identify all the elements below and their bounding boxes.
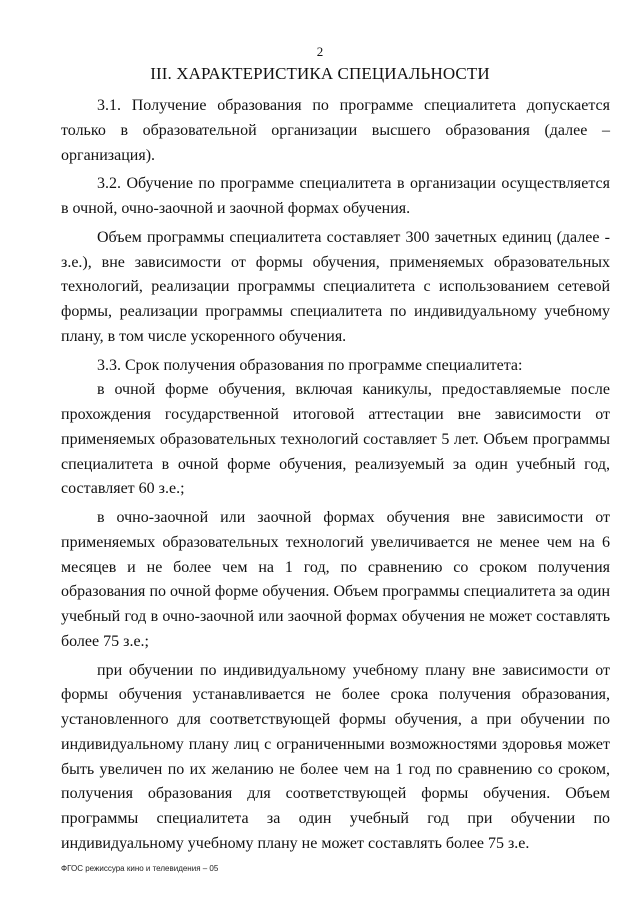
paragraph-3-2: 3.2. Обучение по программе специалитета в организации осуществляется в очной, очно-заочной и заочной формах обучения.: [61, 175, 610, 217]
paragraph-3-3: 3.3. Срок получения образования по программе специалитета:: [97, 356, 523, 374]
paragraph-volume: Объем программы специалитета составляет 300 зачетных единиц (далее - з.е.), вне зависимости от формы обучения, применяемых образовательных технологий, реализации программы специалитета с использованием сетевой формы, реализации программы специалитета по индивидуальному учебному плану, в том числе ускоренного обучения.: [61, 228, 610, 345]
paragraph-individual-plan: при обучении по индивидуальному учебному плану вне зависимости от формы обучения устанавливается не более срока получения образования, установленного для соответствующей формы обучения, а при обучении по индивидуальному плану лиц с ограниченными возможностями здоровья может быть увеличен по их желанию не более чем на 1 год по сравнению со сроком, получения образования для соответствующей формы обучения. Объем программы специалитета за один учебный год при обучении по индивидуальному учебному плану не может составлять более 75 з.е.: [61, 661, 610, 852]
paragraph-3-1: 3.1. Получение образования по программе специалитета допускается только в образовательной организации высшего образования (далее – организация).: [61, 97, 610, 164]
paragraph-part-time: в очно-заочной или заочной формах обучения вне зависимости от применяемых образовательных технологий увеличивается не менее чем на 6 месяцев и не более чем на 1 год, по сравнению со сроком получения образования по очной форме обучения. Объем программы специалитета за один учебный год в очно-заочной или заочной формах обучения не может составлять более 75 з.е.;: [61, 509, 610, 650]
page-number: 2: [316, 44, 324, 59]
document-body: [61, 94, 610, 857]
page-footer: ФГОС режиссура кино и телевидения – 05: [61, 864, 219, 873]
paragraph-full-time: в очной форме обучения, включая каникулы, предоставляемые после прохождения государственной итоговой аттестации вне зависимости от применяемых образовательных технологий составляет 5 лет. Объем программы специалитета в очной форме обучения, реализуемый за один учебный год, составляет 60 з.е.;: [61, 381, 610, 498]
section-title: III. ХАРАКТЕРИСТИКА СПЕЦИАЛЬНОСТИ: [150, 64, 490, 83]
